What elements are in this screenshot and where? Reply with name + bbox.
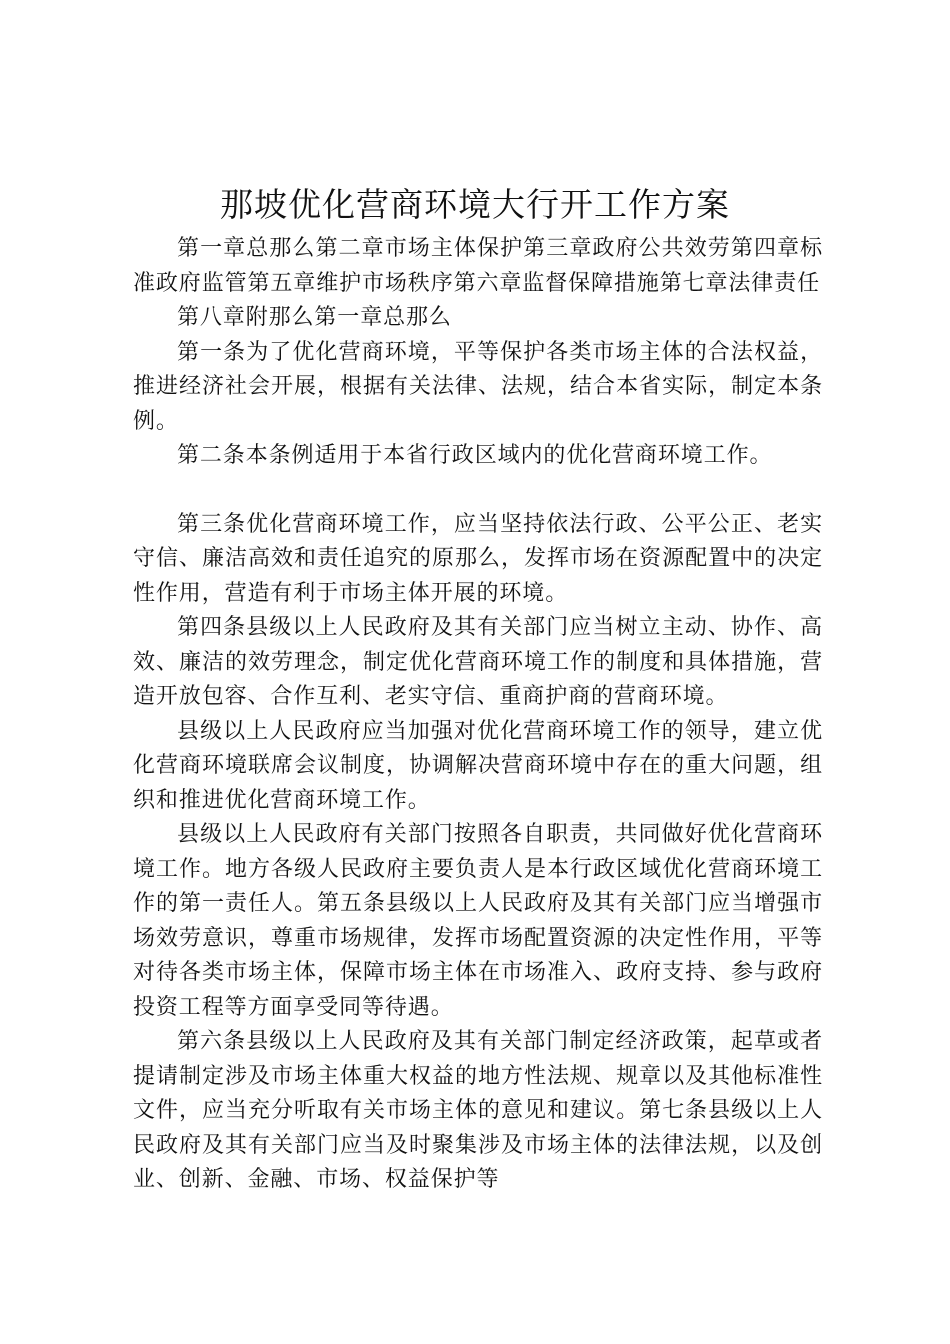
- paragraph-article-5: 县级以上人民政府有关部门按照各自职责，共同做好优化营商环境工作。地方各级人民政府主要负责人是本行政区域优化营商环境工作的第一责任人。第五条县级以上人民政府及其有关部门应当增强市场效劳意识，尊重市场规律，发挥市场配置资源的决定性作用，平等对待各类市场主体，保障市场主体在市场准入、政府支持、参与政府投资工程等方面享受同等待遇。: [133, 822, 823, 1020]
- document-body: [133, 232, 823, 1198]
- paragraph-article-6-7: 第六条县级以上人民政府及其有关部门制定经济政策，起草或者提请制定涉及市场主体重大权益的地方性法规、规章以及其他标准性文件，应当充分听取有关市场主体的意见和建议。第七条县级以上人民政府及其有关部门应当及时聚集涉及市场主体的法律法规，以及创业、创新、金融、市场、权益保护等: [133, 1029, 823, 1192]
- paragraph-article-4-part-2: 县级以上人民政府应当加强对优化营商环境工作的领导，建立优化营商环境联席会议制度，协调解决营商环境中存在的重大问题，组织和推进优化营商环境工作。: [133, 718, 823, 813]
- paragraph-article-1: 第一条为了优化营商环境，平等保护各类市场主体的合法权益，推进经济社会开展，根据有关法律、法规，结合本省实际，制定本条例。: [133, 339, 823, 434]
- paragraph-article-4: 第四条县级以上人民政府及其有关部门应当树立主动、协作、高效、廉洁的效劳理念，制定优化营商环境工作的制度和具体措施，营造开放包容、合作互利、老实守信、重商护商的营商环境。: [133, 615, 823, 709]
- paragraph-chapter-eight: 第八章附那么第一章总那么: [177, 305, 452, 330]
- paragraph-chapter-list: 第一章总那么第二章市场主体保护第三章政府公共效劳第四章标准政府监管第五章维护市场秩序第六章监督保障措施第七章法律责任: [133, 236, 823, 296]
- document-title: 那坡优化营商环境大行开工作方案: [220, 185, 730, 224]
- paragraph-article-3: 第三条优化营商环境工作，应当坚持依法行政、公平公正、老实守信、廉洁高效和责任追究的原那么，发挥市场在资源配置中的决定性作用，营造有利于市场主体开展的环境。: [133, 511, 823, 606]
- paragraph-article-2: 第二条本条例适用于本省行政区域内的优化营商环境工作。: [177, 443, 773, 468]
